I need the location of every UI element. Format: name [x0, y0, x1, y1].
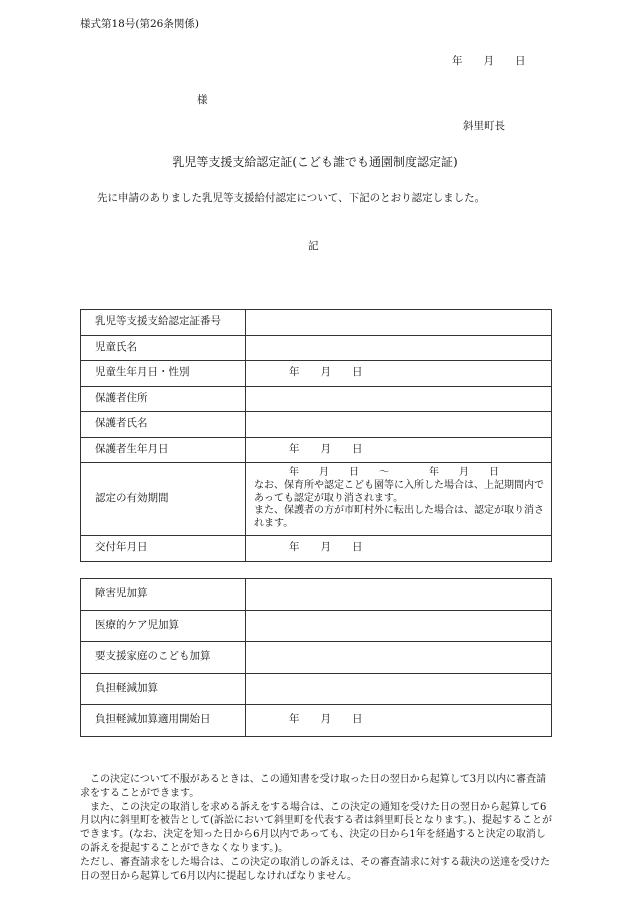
recipient-suffix: 様	[197, 94, 208, 106]
notice-paragraph: ただし、審査請求をした場合は、この決定の取消しの訴えは、その審査請求に対する裁決の送達を受けた日の翌日から起算して6月以内に提起しなければなりません。	[80, 856, 550, 882]
form-number: 様式第18号(第26条関係)	[80, 18, 199, 30]
issue-date-field[interactable]	[246, 536, 552, 562]
appeal-notice	[80, 773, 552, 883]
child-birthdate-field[interactable]	[246, 361, 552, 387]
row-label: 医療的ケア児加算	[81, 610, 246, 642]
validity-period-field[interactable]	[246, 463, 552, 536]
intro-text: 先に申請のありました乳児等支援給付認定について、下記のとおり認定しました。	[97, 192, 486, 204]
certificate-table	[80, 309, 552, 562]
notice-paragraph: この決定について不服があるときは、この通知書を受け取った日の翌日から起算して3月以内に審査請求をすることができます。	[80, 774, 547, 799]
row-label: 要支援家庭のこども加算	[81, 642, 246, 674]
document-date: 年 月 日	[452, 55, 526, 67]
burden-reduction-addition-field[interactable]	[246, 673, 552, 705]
table-row	[81, 361, 552, 387]
guardian-address-field[interactable]	[246, 386, 552, 412]
guardian-name-field[interactable]	[246, 412, 552, 438]
table-row	[81, 437, 552, 463]
notice-paragraph: また、この決定の取消しを求める訴えをする場合は、この決定の通知を受けた日の翌日から起算して6月以内に斜里町を被告として(訴訟において斜里町を代表する者は斜里町長となります。)、提起することができます。(なお、決定を知った日から6月以内であっても、決定の日から1年を経過すると決定の取消しの訴えを提起することができなくなります。)。	[80, 801, 553, 854]
date-text: 年 月 日	[289, 442, 363, 455]
table-row	[81, 610, 552, 642]
period-note-relocation: また、保護者の方が市町村外に転出した場合は、認定が取り消されます。	[254, 505, 544, 530]
table-row	[81, 386, 552, 412]
document-title: 乳児等支援支給認定証(こども誰でも通園制度認定証)	[172, 155, 458, 169]
table-row	[81, 673, 552, 705]
guardian-birthdate-field[interactable]	[246, 437, 552, 463]
medical-care-addition-field[interactable]	[246, 610, 552, 642]
table-row	[81, 579, 552, 611]
table-row	[81, 463, 552, 536]
support-family-addition-field[interactable]	[246, 642, 552, 674]
additions-table	[80, 578, 552, 737]
ki-heading: 記	[308, 240, 319, 252]
date-text: 年 月 日	[289, 541, 363, 554]
table-row	[81, 536, 552, 562]
period-note-enrollment: なお、保育所や認定こども園等に入所した場合は、上記期間内であっても認定が取り消されます。	[254, 479, 544, 504]
period-range: 年 月 日 ～ 年 月 日	[289, 467, 499, 478]
row-label: 保護者住所	[81, 386, 246, 412]
disability-addition-field[interactable]	[246, 579, 552, 611]
date-text: 年 月 日	[289, 366, 363, 379]
certificate-number-field[interactable]	[246, 310, 552, 336]
issuer: 斜里町長	[463, 120, 505, 132]
row-label: 乳児等支援支給認定証番号	[81, 310, 246, 336]
table-row	[81, 705, 552, 737]
row-label: 児童氏名	[81, 335, 246, 361]
table-row	[81, 335, 552, 361]
child-name-field[interactable]	[246, 335, 552, 361]
row-label: 負担軽減加算適用開始日	[81, 705, 246, 737]
date-text: 年 月 日	[289, 713, 363, 726]
row-label: 保護者生年月日	[81, 437, 246, 463]
table-row	[81, 310, 552, 336]
table-row	[81, 642, 552, 674]
row-label: 認定の有効期間	[81, 463, 246, 536]
row-label: 障害児加算	[81, 579, 246, 611]
row-label: 交付年月日	[81, 536, 246, 562]
row-label: 負担軽減加算	[81, 673, 246, 705]
table-row	[81, 412, 552, 438]
burden-reduction-start-date-field[interactable]	[246, 705, 552, 737]
row-label: 児童生年月日・性別	[81, 361, 246, 387]
row-label: 保護者氏名	[81, 412, 246, 438]
